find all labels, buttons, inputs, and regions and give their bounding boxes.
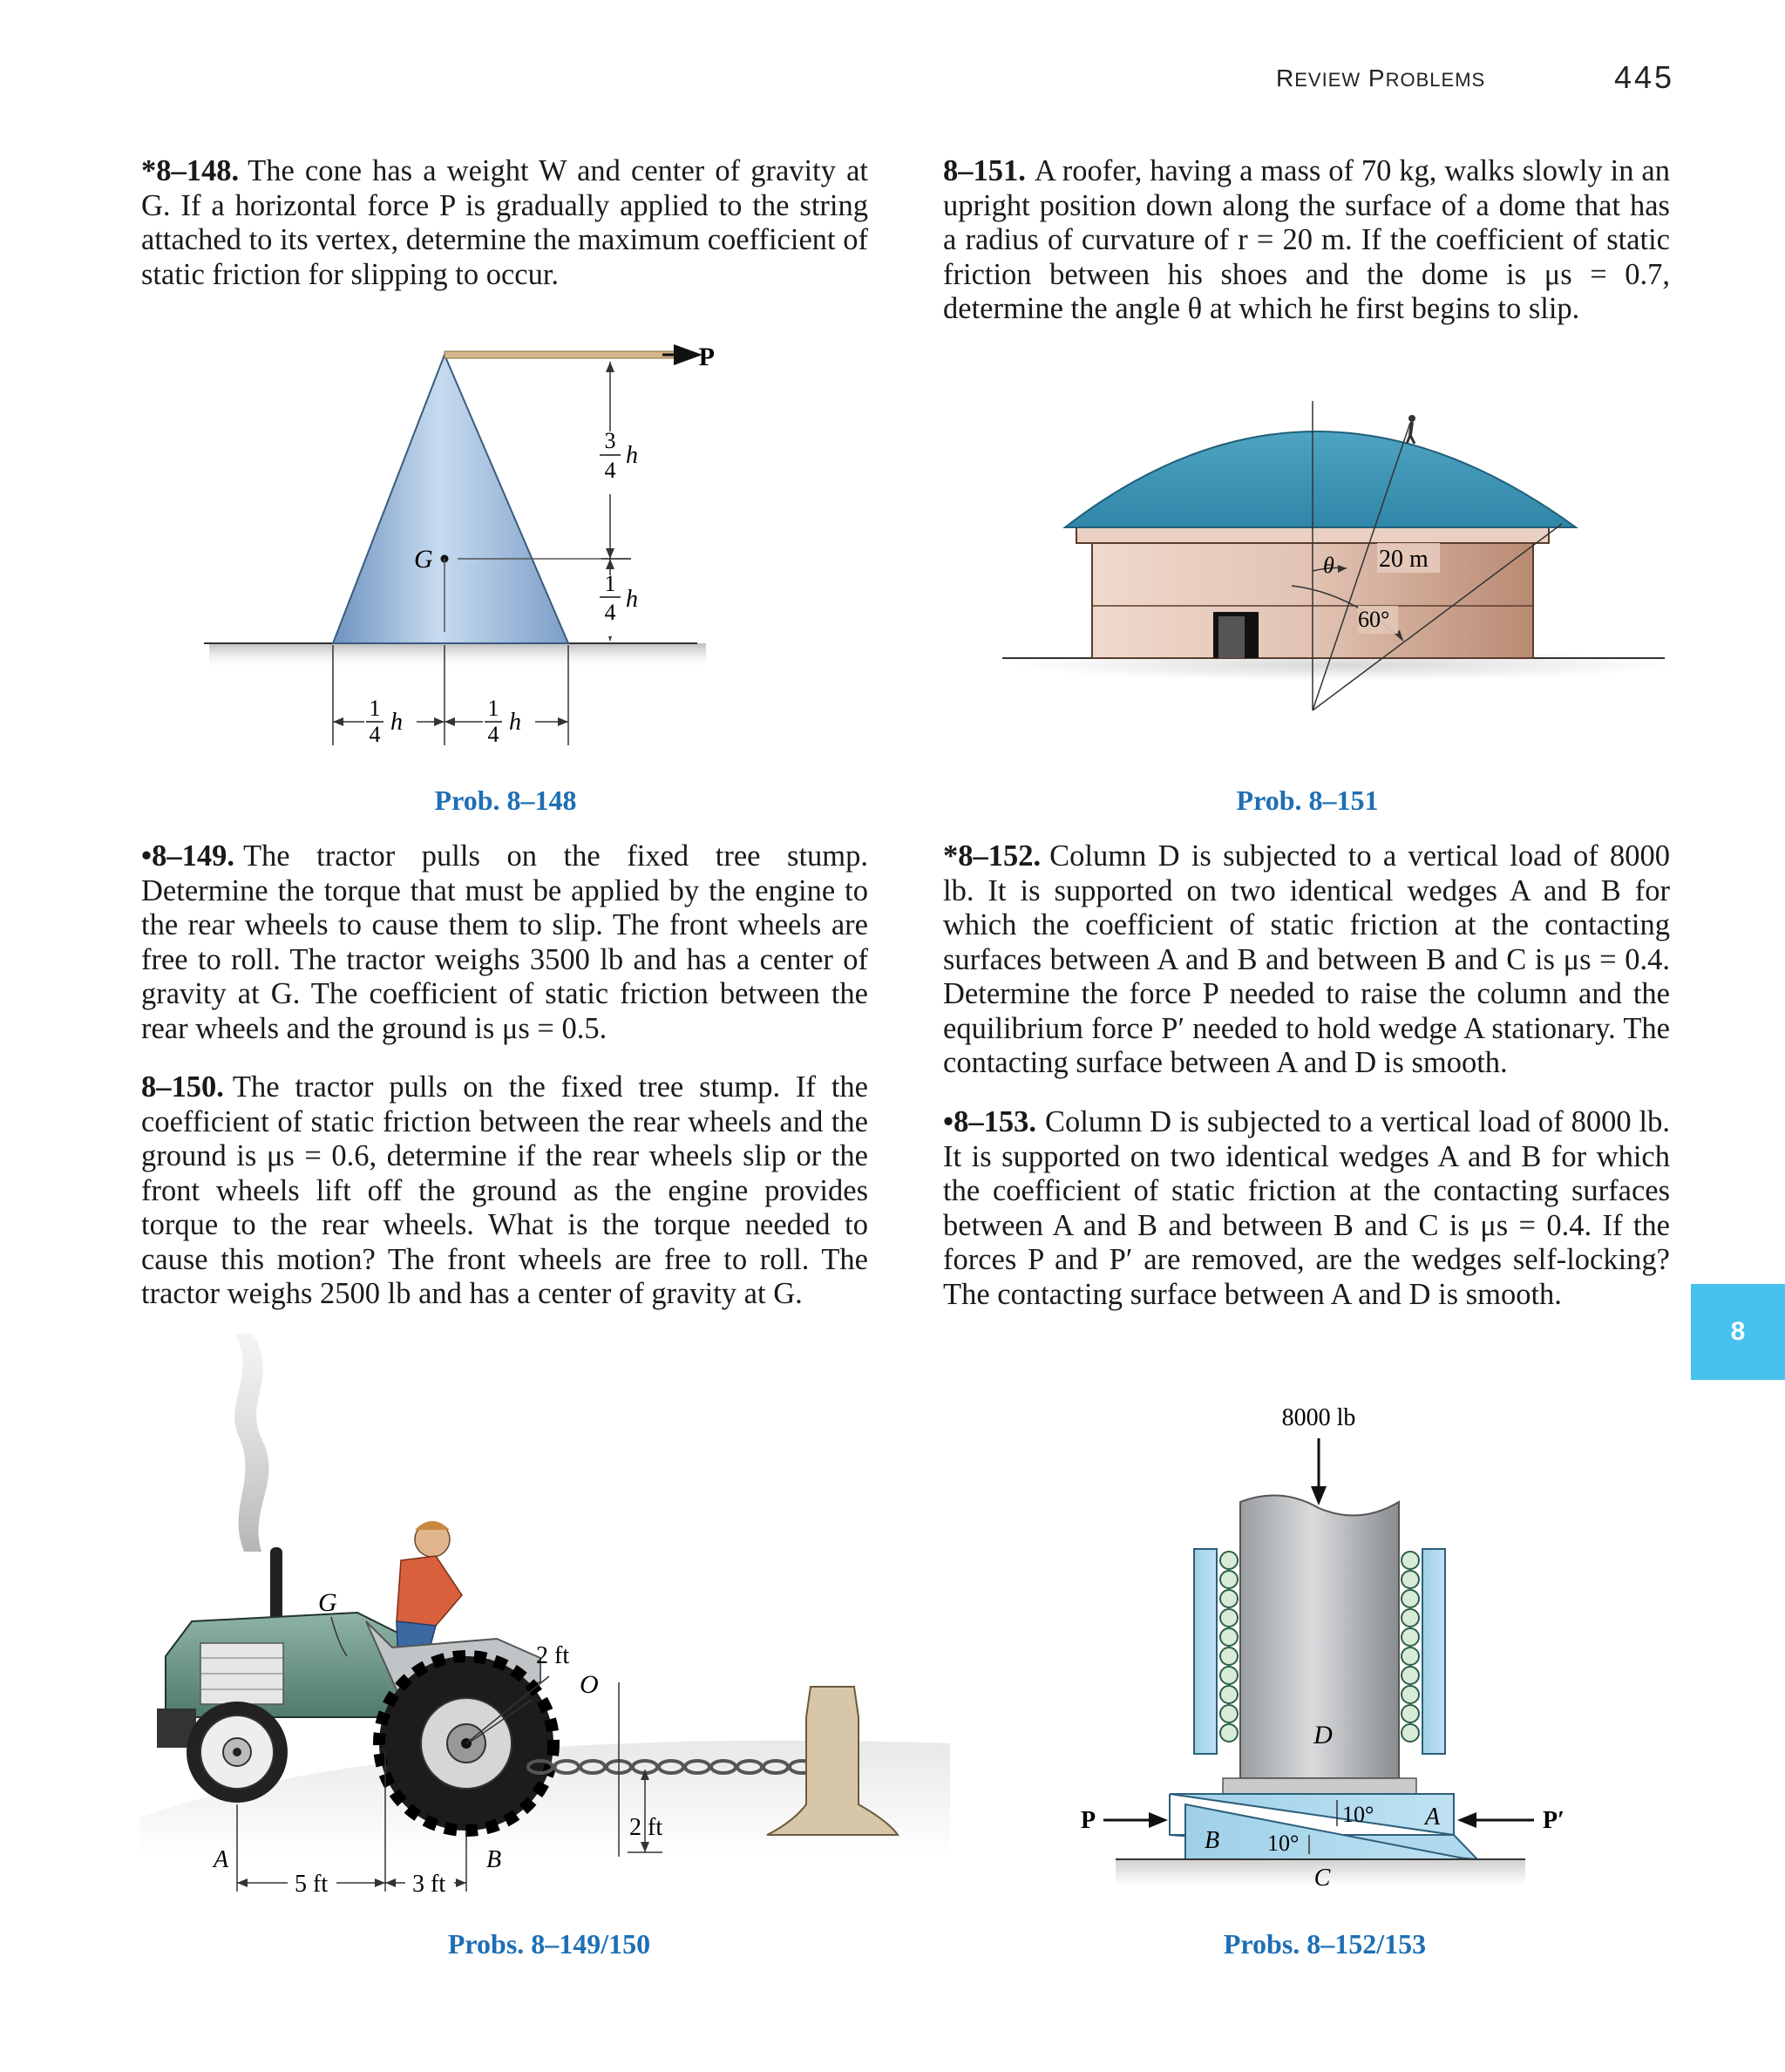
svg-text:4: 4 [604,458,616,483]
problem-text: The tractor pulls on the fixed tree stump. If the coefficient of static friction between the rear wheels and the ground is μs = 0.6, determine if the rear wheels slip or the front wheels lift off the ground as the engine provides torque to the rear wheels. What is the torque needed to cause this motion? The front wheels are free to roll. The tractor weighs 2500 lb and has a center of gravity at G. [141,1070,868,1310]
svg-text:P: P [1081,1807,1096,1834]
dome [1065,431,1576,527]
svg-text:h: h [509,709,521,736]
svg-text:2 ft: 2 ft [536,1642,570,1669]
problem-number: 8–150. [141,1070,224,1104]
force-label: P [698,343,715,371]
svg-text:O: O [580,1670,599,1699]
right-rollers [1402,1552,1419,1742]
svg-text:B: B [486,1846,502,1873]
problem-8-151 [943,154,1670,327]
chapter-tab: 8 [1691,1284,1785,1380]
svg-text:2 ft: 2 ft [629,1814,663,1841]
problem-number: *8–148. [141,154,240,187]
ground [209,643,706,669]
svg-text:A: A [1425,1804,1441,1831]
caption-8-148: Prob. 8–148 [434,785,577,816]
figure-column-wedges [1063,1399,1586,1905]
problem-8-148 [141,154,868,292]
left-guide [1194,1549,1217,1754]
svg-text:h: h [626,442,638,469]
svg-text:3 ft: 3 ft [412,1871,446,1898]
svg-text:D: D [1313,1721,1333,1749]
svg-text:1: 1 [487,696,499,721]
problem-8-149 [141,839,868,1046]
svg-text:5 ft: 5 ft [295,1871,329,1898]
svg-text:A: A [214,1846,229,1873]
problem-text: A roofer, having a mass of 70 kg, walks slowly in an upright position down along the surface of a dome that has a radius of curvature of r = 20 m. If the coefficient of static friction between his shoes and the dome is μs = 0.7, determine the angle θ at which he first begins to slip. [943,154,1670,325]
problem-8-152 [943,839,1670,1081]
problem-number: 8–151. [943,154,1026,187]
figure-tractor [139,1334,959,1909]
problem-number: *8–152. [943,839,1042,873]
figure-dome [994,397,1673,728]
svg-text:4: 4 [604,600,616,625]
svg-text:C: C [1313,1865,1331,1892]
svg-text:3: 3 [604,428,616,453]
column-base [1223,1778,1416,1794]
figure-cone [192,336,715,754]
problem-text: Column D is subjected to a vertical load of 8000 lb. It is supported on two identical wedges A and B for which the coefficient of static friction at the contacting surfaces between A and B and between B and C is μs = 0.4. Determine the force P needed to raise the column and the equilibrium force P′ needed to hold wedge A stationary. The contacting surface between A and D is smooth. [943,839,1670,1079]
problem-number: •8–149. [141,839,234,873]
right-guide [1422,1549,1445,1754]
svg-text:1: 1 [369,696,381,721]
problem-text: The tractor pulls on the fixed tree stump. Determine the torque that must be applied by the engine to the rear wheels to cause them to slip. The front wheels are free to roll. The tractor weighs 3500 lb and has a center of gravity at G. The coefficient of static friction between the rear wheels and the ground is μs = 0.5. [141,839,868,1045]
svg-text:4: 4 [369,722,381,747]
svg-text:P′: P′ [1543,1807,1564,1834]
problem-8-153 [943,1105,1670,1312]
cg-label: G [414,545,433,574]
problem-text: The cone has a weight W and center of gravity at G. If a horizontal force P is gradually applied to the string attached to its vertex, determine the maximum coefficient of static friction for slipping to occur. [141,154,868,291]
svg-text:B: B [1205,1827,1220,1854]
problem-8-150 [141,1070,868,1312]
svg-text:θ: θ [1323,553,1334,578]
svg-text:10°: 10° [1342,1802,1374,1827]
smoke [234,1334,268,1552]
problem-number: •8–153. [943,1105,1036,1138]
svg-text:60°: 60° [1358,607,1390,632]
left-rollers [1220,1552,1238,1742]
page-number: 445 [1614,59,1675,95]
svg-text:4: 4 [487,722,499,747]
svg-text:10°: 10° [1267,1831,1300,1856]
cone [333,355,568,643]
svg-text:G: G [318,1588,337,1617]
load-label: 8000 lb [1281,1404,1356,1431]
caption-8-152-153: Probs. 8–152/153 [1223,1928,1427,1960]
svg-text:h: h [390,709,403,736]
caption-8-149-150: Probs. 8–149/150 [447,1928,651,1960]
running-header: REVIEW PROBLEMS [1276,65,1486,92]
problem-text: Column D is subjected to a vertical load of 8000 lb. It is supported on two identical wedges A and B for which the coefficient of static friction at the contacting surfaces between A and B and between B and C is μs = 0.4. If the forces P and P′ are removed, are the wedges self-locking? The contacting surface between A and D is smooth. [943,1105,1670,1311]
string [445,351,675,358]
svg-text:20 m: 20 m [1379,546,1429,573]
svg-text:h: h [626,586,638,613]
svg-text:1: 1 [604,571,616,596]
caption-8-151: Prob. 8–151 [1236,785,1379,816]
